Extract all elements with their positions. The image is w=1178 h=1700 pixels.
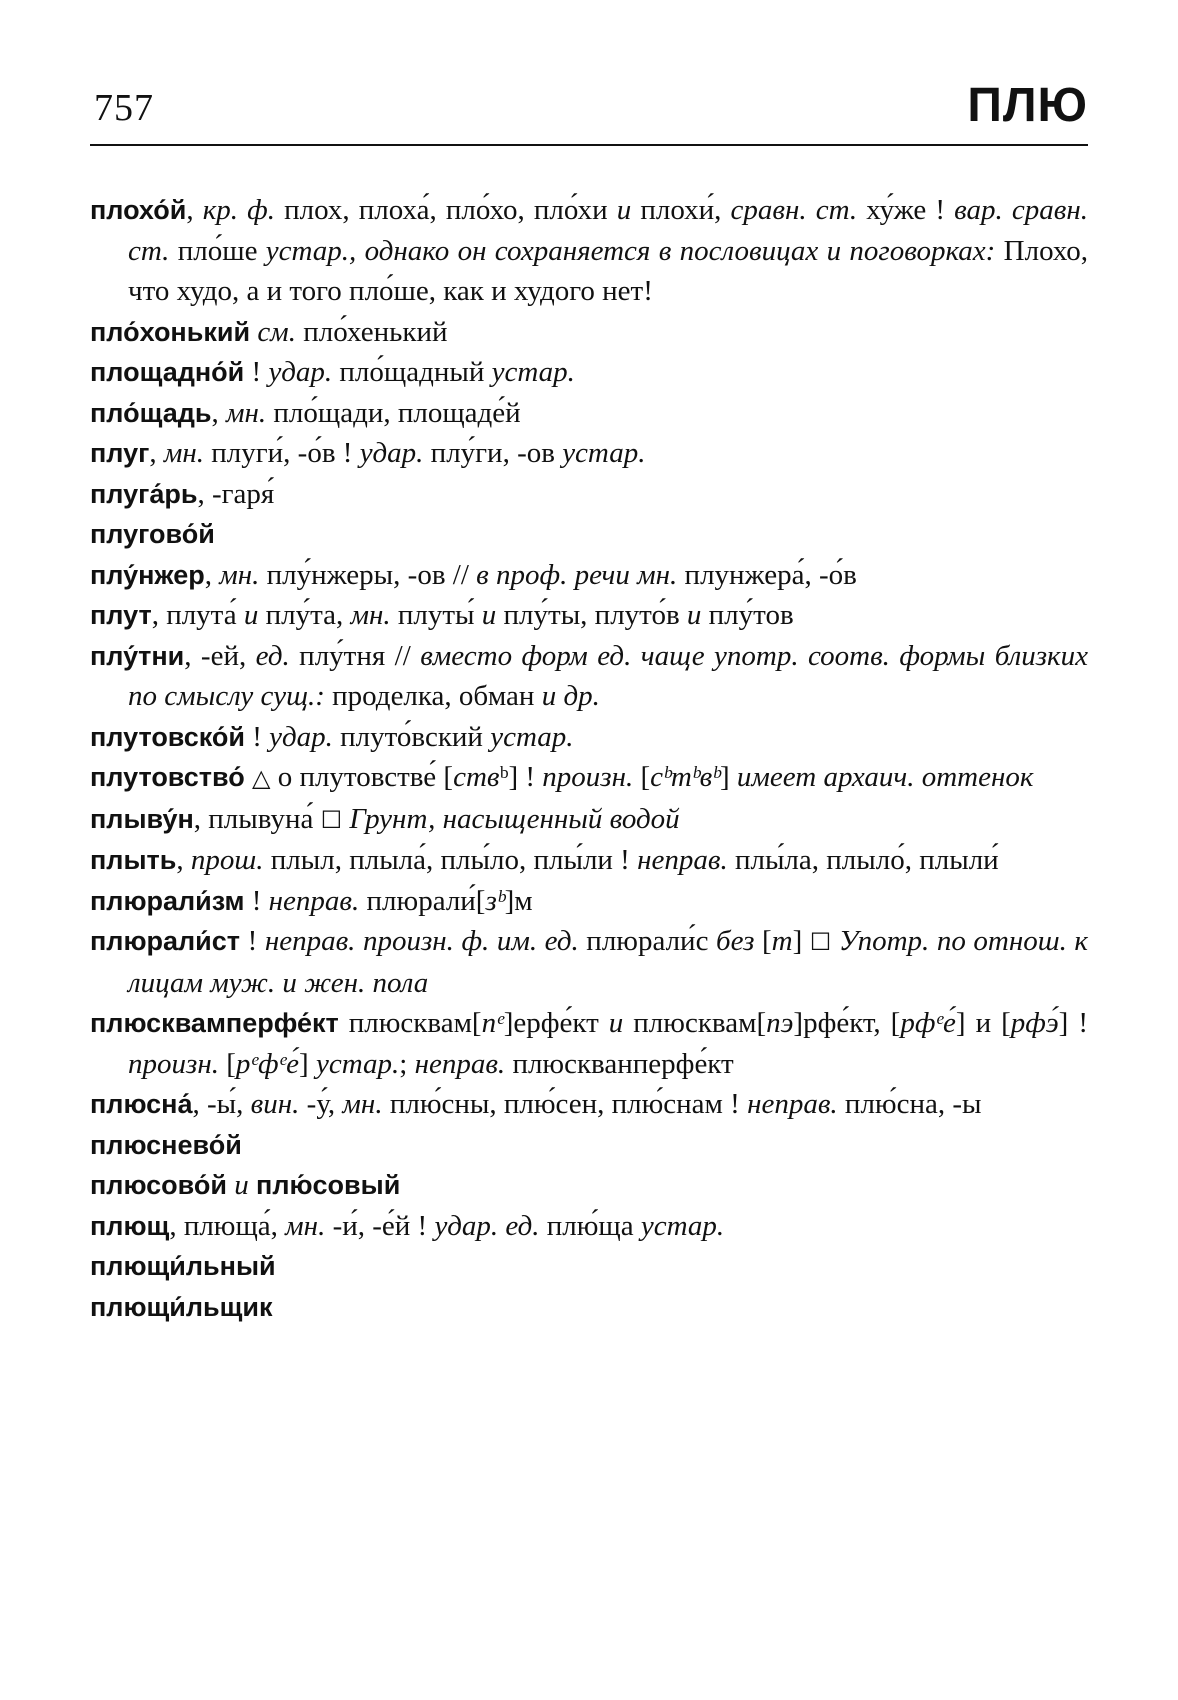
italic-text: кр. ф. [202, 194, 275, 226]
entry-text: плу́нжеры, -ов // [259, 558, 477, 591]
entry-text: плы́ла, плыло́, плыли́ [727, 844, 999, 876]
italic-text: без [716, 925, 755, 957]
dictionary-entry [90, 1246, 1088, 1287]
italic-text: ед. [255, 639, 290, 672]
italic-text: мн. [285, 1209, 326, 1242]
dictionary-entry [90, 1084, 1088, 1125]
italic-text: удар. [359, 437, 424, 469]
italic-text: неправ. [637, 844, 728, 876]
headword: плуга́рь [90, 478, 198, 509]
italic-text: мн. [163, 437, 205, 469]
dictionary-entry [90, 840, 1088, 881]
headword: плюснево́й [90, 1129, 242, 1160]
entry-text: [ [754, 925, 772, 957]
headword: плыву́н [90, 803, 194, 834]
guide-word: ПЛЮ [967, 79, 1088, 132]
entry-text: пло́хенький [295, 315, 448, 348]
entry-text: плюрали́[ [359, 884, 486, 917]
italic-text: рфᵉе́ [900, 1007, 956, 1039]
dictionary-entry [90, 636, 1088, 717]
headword: плуг [90, 438, 150, 468]
italic-text: мн. [350, 599, 391, 631]
entry-text: плохи́, [631, 194, 731, 226]
headword: плугово́й [90, 519, 215, 549]
headword: плюсна́ [90, 1089, 193, 1119]
entry-text: -и́, -е́й ! [325, 1209, 435, 1242]
headword: плохо́й [90, 195, 187, 225]
headword: плыть [90, 845, 177, 875]
headword: плюрали́зм [90, 885, 245, 916]
dictionary-entry [90, 757, 1088, 799]
italic-text: и [608, 1007, 624, 1039]
headword: плутовско́й [90, 721, 245, 752]
headword: плю́совый [256, 1170, 401, 1200]
entry-text: ] [792, 925, 810, 957]
entry-text: плох, плоха́, пло́хо, пло́хи [274, 194, 617, 226]
headword: плу́нжер [90, 559, 205, 590]
entry-text: плю́сны, плю́сен, плю́снам ! [382, 1088, 748, 1120]
headword: пло́хонький [90, 316, 251, 347]
italic-text: вар. сравн. ст. [128, 194, 1088, 267]
italic-text: устар. [640, 1209, 725, 1242]
headword: плюсквамперфе́кт [90, 1008, 339, 1038]
entry-text: -у́, [299, 1088, 343, 1120]
italic-text: мн. [219, 558, 260, 591]
headword: плюрали́ст [90, 926, 241, 956]
entry-text: плу́та, [258, 599, 351, 631]
dictionary-entry [90, 312, 1088, 353]
dictionary-entry [90, 1125, 1088, 1166]
dictionary-entry [90, 799, 1088, 841]
italic-text: и [481, 599, 497, 631]
italic-text: ств [453, 761, 500, 793]
headword: площадно́й [90, 357, 245, 387]
entry-text: ᵇ] ! [499, 761, 543, 793]
entry-text: ] ! [1058, 1007, 1088, 1039]
entry-text: Плохо, что худо, а и того пло́ше, как и худого нет! [128, 234, 1088, 307]
italic-text: удар. [268, 356, 333, 388]
entry-text: плу́тня // [289, 639, 421, 672]
entry-text: ху́же ! [857, 194, 955, 226]
page-number: 757 [94, 87, 154, 129]
entry-text: ]рфе́кт, [ [793, 1007, 901, 1039]
italic-text: т [771, 925, 793, 957]
italic-text: мн. [225, 396, 267, 429]
headword: плу́тни [90, 640, 185, 671]
italic-text: пᵉ [481, 1007, 504, 1039]
headword: плюсово́й [90, 1170, 228, 1200]
italic-text: устар. [490, 720, 574, 753]
entry-text: о плутовстве́ [ [270, 761, 454, 793]
entry-text: пло́ше [169, 234, 266, 267]
italic-text: устар. [315, 1047, 400, 1080]
dictionary-entry [90, 1287, 1088, 1328]
entry-text: , [186, 194, 203, 226]
italic-text: Употр. по отнош. к лицам муж. и жен. пола [128, 925, 1088, 999]
entry-text: ] [719, 761, 737, 793]
italic-text: сравн. ст. [730, 194, 858, 226]
entry-text: плюрали́с [578, 925, 717, 957]
entry-text: пло́щади, площаде́й [266, 396, 521, 429]
entry-text: , плута́ [151, 599, 244, 631]
entry-text: плюсквам[ [338, 1007, 482, 1039]
dictionary-entry [90, 881, 1088, 922]
entry-text: плуто́вский [332, 720, 491, 753]
italic-text: удар. ед. [434, 1209, 540, 1242]
entry-text: ! [244, 884, 269, 917]
dictionary-entry [90, 1206, 1088, 1247]
entry-text: проделка, обман [324, 680, 542, 712]
entry-text: плюскванперфе́кт [505, 1047, 734, 1080]
symbol-icon: ☐ [320, 805, 343, 834]
entry-text: [ [633, 761, 651, 793]
entry-text: , -гаря́ [197, 477, 275, 510]
dictionary-entry [90, 921, 1088, 1003]
dictionary-entry [90, 1165, 1088, 1206]
entry-text: ] [299, 1047, 316, 1080]
italic-text: и др. [541, 680, 600, 712]
italic-text: вин. [250, 1088, 300, 1120]
dictionary-entry [90, 555, 1088, 596]
entry-text: , плюща́, [169, 1209, 286, 1242]
dictionary-entry [90, 190, 1088, 312]
entry-text [831, 925, 839, 957]
entry-text: плунжера́, -о́в [677, 558, 857, 591]
italic-text: сᵇтᵇвᵇ [650, 761, 720, 793]
entry-text: плю́ща [539, 1209, 641, 1242]
italic-text: неправ. [414, 1047, 506, 1080]
dictionary-entry [90, 514, 1088, 555]
italic-text: и [616, 194, 632, 226]
entry-text: ] и [ [955, 1007, 1011, 1039]
dictionary-entry [90, 393, 1088, 434]
dictionary-entry [90, 595, 1088, 636]
headword: пло́щадь [90, 397, 212, 428]
italic-text: см. [257, 315, 296, 348]
entry-text: , [149, 437, 164, 469]
italic-text: и [234, 1169, 249, 1201]
entry-text: , [211, 396, 226, 429]
entry-text: плыл, плыла́, плы́ло, плы́ли ! [263, 844, 638, 876]
italic-text: зᵇ [485, 884, 505, 917]
entry-text: , -ы́, [192, 1088, 251, 1120]
italic-text: устар., однако он сохраняется в пословицах и поговорках: [265, 234, 996, 267]
italic-text: и [243, 599, 259, 631]
italic-text: в проф. речи мн. [476, 558, 678, 591]
italic-text: Грунт, насыщенный водой [349, 802, 680, 835]
entry-text: , [176, 844, 191, 876]
headword: плут [90, 600, 152, 630]
entry-text: плу́ты, плуто́в [496, 599, 687, 631]
entry-text [245, 761, 252, 793]
headword: плющи́льщик [90, 1291, 273, 1322]
entry-text: ! [244, 356, 269, 388]
italic-text: неправ. произн. ф. им. ед. [264, 925, 579, 957]
entry-text: , [204, 558, 220, 591]
entry-text: ! [245, 720, 270, 753]
headword: плутовство́ [90, 762, 245, 792]
entry-text: ]м [504, 884, 533, 917]
italic-text: рᵉфᵉе́ [235, 1047, 300, 1080]
italic-text: удар. [269, 720, 333, 753]
entry-text: плуги́, -о́в ! [204, 437, 360, 469]
italic-text: неправ. [747, 1088, 838, 1120]
italic-text: произн. [128, 1047, 219, 1080]
entry-text: ]ерфе́кт [503, 1007, 609, 1039]
italic-text: пэ [766, 1007, 794, 1039]
dictionary-entry [90, 352, 1088, 393]
dictionary-entry [90, 433, 1088, 474]
italic-text: неправ. [268, 884, 360, 917]
entry-text: ! [240, 925, 265, 957]
entry-text: , -ей, [184, 639, 256, 672]
entry-text: плю́сна, -ы [837, 1088, 982, 1120]
italic-text: прош. [190, 844, 264, 876]
italic-text: устар. [562, 437, 646, 469]
symbol-icon: ☐ [809, 928, 832, 956]
entry-text: плюсквам[ [623, 1007, 767, 1039]
symbol-icon: △ [251, 764, 271, 792]
entry-text: плуты́ [390, 599, 482, 631]
dictionary-entry [90, 474, 1088, 515]
italic-text: мн. [342, 1088, 383, 1120]
dictionary-entry [90, 1003, 1088, 1084]
italic-text: произн. [542, 761, 634, 793]
entry-text: [ [218, 1047, 236, 1080]
italic-text: устар. [491, 356, 575, 388]
italic-text: и [686, 599, 702, 631]
entry-text: пло́щадный [332, 356, 492, 388]
headword: плющ [90, 1210, 170, 1241]
headword: плющи́льный [90, 1251, 276, 1281]
dictionary-entries [90, 190, 1088, 1327]
entry-text: плу́тов [701, 599, 794, 631]
italic-text: рфэ́ [1010, 1007, 1059, 1039]
italic-text: имеет архаич. оттенок [736, 761, 1034, 793]
entry-text: плу́ги, -ов [423, 437, 563, 469]
page-header [90, 78, 1088, 146]
entry-text [249, 1169, 256, 1201]
dictionary-entry [90, 717, 1088, 758]
italic-text: вместо форм ед. чаще употр. соотв. формы близких по смыслу сущ.: [128, 639, 1088, 712]
entry-text: , плывуна́ [193, 802, 321, 835]
entry-text: ; [399, 1047, 415, 1080]
